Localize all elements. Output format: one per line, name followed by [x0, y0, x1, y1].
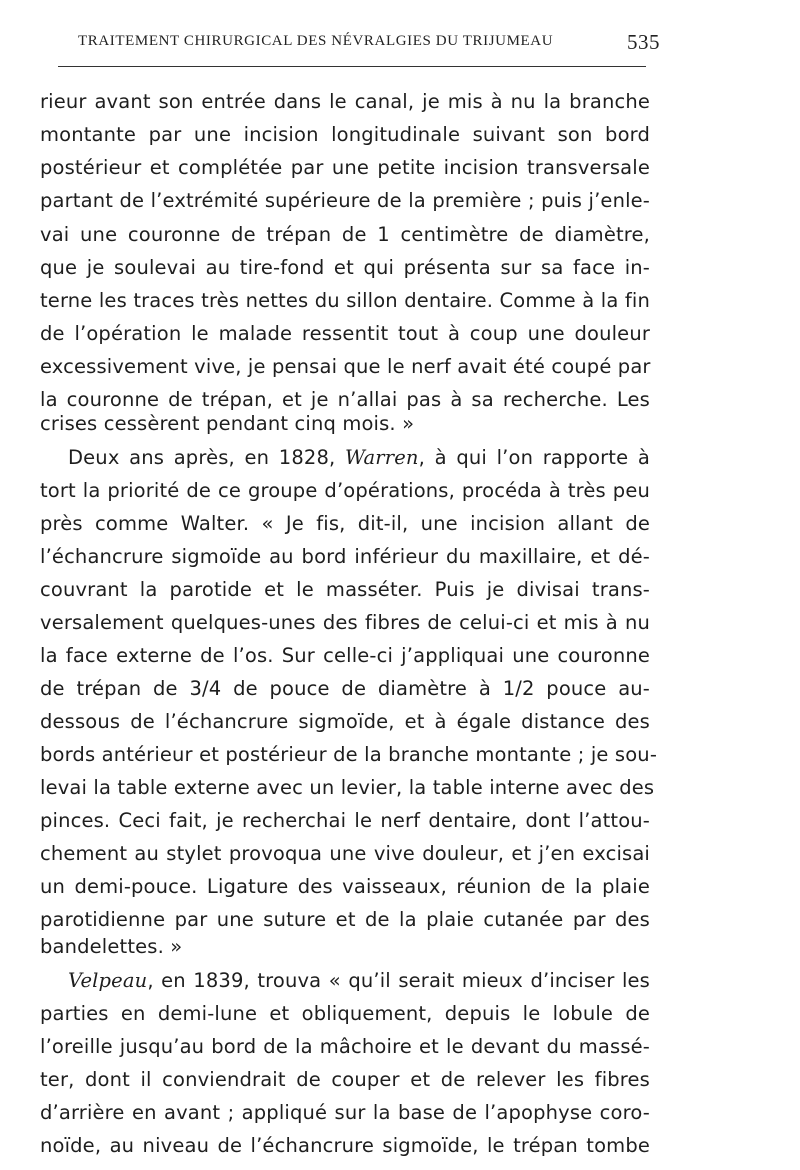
text-line: la face externe de l’os. Sur celle-ci j’appliquai une couronne: [40, 644, 650, 667]
text-line: postérieur et complétée par une petite incision transversale: [40, 156, 650, 179]
text-line: de l’opération le malade ressentit tout à coup une douleur: [40, 322, 650, 345]
text-line: pinces. Ceci fait, je recherchai le nerf dentaire, dont l’attou-: [40, 809, 650, 832]
text-line: d’arrière en avant ; appliqué sur la base de l’apophyse coro-: [40, 1101, 650, 1124]
text-line: noïde, au niveau de l’échancrure sigmoïde, le trépan tombe: [40, 1134, 650, 1157]
text-line: parties en demi-lune et obliquement, depuis le lobule de: [40, 1002, 650, 1025]
paragraph-first-line: Deux ans après, en 1828, Warren, à qui l’on rapporte à: [68, 446, 650, 469]
running-header: [60, 30, 660, 60]
text-line: partant de l’extrémité supérieure de la première ; puis j’enle-: [40, 189, 650, 212]
page-number: 535: [627, 30, 660, 54]
text-line: de trépan de 3/4 de pouce de diamètre à 1/2 pouce au-: [40, 677, 650, 700]
text-line: parotidienne par une suture et de la plaie cutanée par des: [40, 908, 650, 931]
text-line: vai une couronne de trépan de 1 centimètre de diamètre,: [40, 223, 650, 246]
author-name-warren: Warren: [345, 446, 419, 469]
text-line: levai la table externe avec un levier, la table interne avec des: [40, 776, 655, 799]
text-line: montante par une incision longitudinale suivant son bord: [40, 123, 650, 146]
text-line: excessivement vive, je pensai que le nerf avait été coupé par: [40, 355, 651, 378]
text-line: un demi-pouce. Ligature des vaisseaux, réunion de la plaie: [40, 875, 650, 898]
text-line: près comme Walter. « Je fis, dit-il, une incision allant de: [40, 512, 650, 535]
text-line: l’échancrure sigmoïde au bord inférieur du maxillaire, et dé-: [40, 545, 650, 568]
text-line: l’oreille jusqu’au bord de la mâchoire et le devant du massé-: [40, 1035, 650, 1058]
text-line: chement au stylet provoqua une vive douleur, et j’en excisai: [40, 842, 650, 865]
author-name-velpeau: Velpeau: [68, 969, 148, 992]
text-line: terne les traces très nettes du sillon dentaire. Comme à la fin: [40, 289, 650, 312]
text-line: la couronne de trépan, et je n’allai pas à sa recherche. Les: [40, 388, 650, 411]
text-line: dessous de l’échancrure sigmoïde, et à égale distance des: [40, 710, 650, 733]
running-title: TRAITEMENT CHIRURGICAL DES NÉVRALGIES DU TRIJUMEAU: [78, 33, 554, 49]
text-line: que je soulevai au tire-fond et qui présenta sur sa face in-: [40, 256, 650, 279]
text-line: bords antérieur et postérieur de la branche montante ; je sou-: [40, 743, 657, 766]
text-line: tort la priorité de ce groupe d’opérations, procéda à très peu: [40, 479, 650, 502]
text-line: rieur avant son entrée dans le canal, je mis à nu la branche: [40, 90, 650, 113]
text-line: ter, dont il conviendrait de couper et de relever les fibres: [40, 1068, 650, 1091]
text-line: versalement quelques-unes des fibres de celui-ci et mis à nu: [40, 611, 650, 634]
text-line: crises cessèrent pendant cinq mois. »: [40, 412, 415, 435]
text-line: couvrant la parotide et le masséter. Puis je divisai trans-: [40, 578, 650, 601]
paragraph-first-line: Velpeau, en 1839, trouva « qu’il serait mieux d’inciser les: [68, 969, 650, 992]
text-line: bandelettes. »: [40, 935, 183, 958]
header-rule: [58, 66, 646, 67]
